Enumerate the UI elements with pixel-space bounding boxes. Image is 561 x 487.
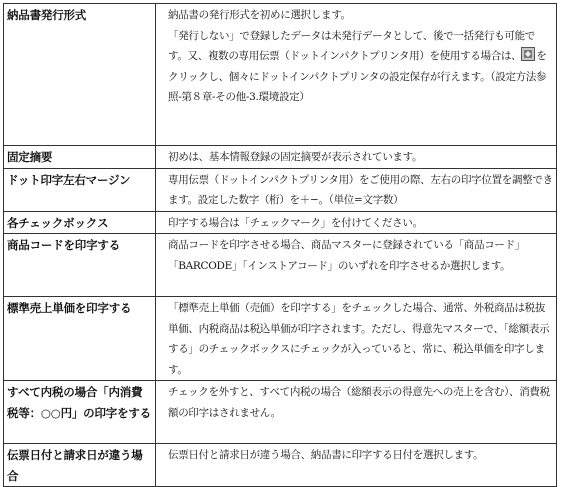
row-label: 固定摘要 bbox=[7, 150, 53, 164]
table-row bbox=[4, 146, 557, 169]
row-label: 標準売上単価を印字する bbox=[7, 301, 132, 315]
table-row bbox=[4, 234, 557, 297]
row-description: チェックを外すと、すべて内税の場合（総額表示の得意先への売上を含む）、消費税額の印字はされません。 bbox=[168, 386, 550, 419]
row-description: 納品書の発行形式を初めに選択します。 「発行しない」で登録したデータは未発行データとして、後で一括発行も可能です。又、複数の専用伝票（ドットインパクトプリンタ用）を使用する場合は、 をクリックし、個々にドットインパクトプリンタの設定保存が行えます。（設定方法参照-第８章-その他-3.環境設定） bbox=[168, 9, 547, 103]
row-description: 専用伝票（ドットインパクトプリンタ用）をご使用の際、左右の印字位置を調整できます。設定した数字（桁）を＋−。（単位=文字数） bbox=[168, 173, 553, 206]
table-row bbox=[4, 211, 557, 234]
row-label: ドット印字左右マージン bbox=[7, 172, 131, 187]
row-description: 伝票日付と請求日が違う場合、納品書に印字する日付を選択します。 bbox=[168, 449, 484, 461]
settings-table bbox=[3, 3, 557, 487]
printer-settings-icon bbox=[521, 47, 535, 61]
row-label: 伝票日付と請求日が違う場合 bbox=[7, 448, 143, 483]
row-label: 各チェックボックス bbox=[7, 215, 109, 230]
table-row bbox=[4, 381, 557, 444]
row-label: 商品コードを印字する bbox=[7, 238, 120, 252]
table-row bbox=[4, 4, 557, 146]
table-row bbox=[4, 168, 557, 211]
row-label: すべて内税の場合「内消費税等：○○円」の印字をする bbox=[7, 385, 151, 420]
table-row bbox=[4, 444, 557, 487]
row-description: 初めは、基本情報登録の固定摘要が表示されています。 bbox=[168, 151, 423, 163]
table-row bbox=[4, 297, 557, 381]
row-description: 商品コードを印字させる場合、商品マスターに登録されている「商品コード」「BARCODE」「インストアコード」のいずれを印字させるか選択します。 bbox=[168, 239, 525, 272]
row-description: 印字する場合は「チェックマーク」を付けてください。 bbox=[168, 216, 423, 229]
row-label: 納品書発行形式 bbox=[7, 8, 87, 22]
row-description: 「標準売上単価（売価）を印字する」をチェックした場合、通常、外税商品は税抜単価、内税商品は税込単価が印字されます。ただし、得意先マスターで、「総額表示する」のチェックボックスにチェックが入っていると、常に、税込単価を印字します。 bbox=[168, 302, 550, 376]
